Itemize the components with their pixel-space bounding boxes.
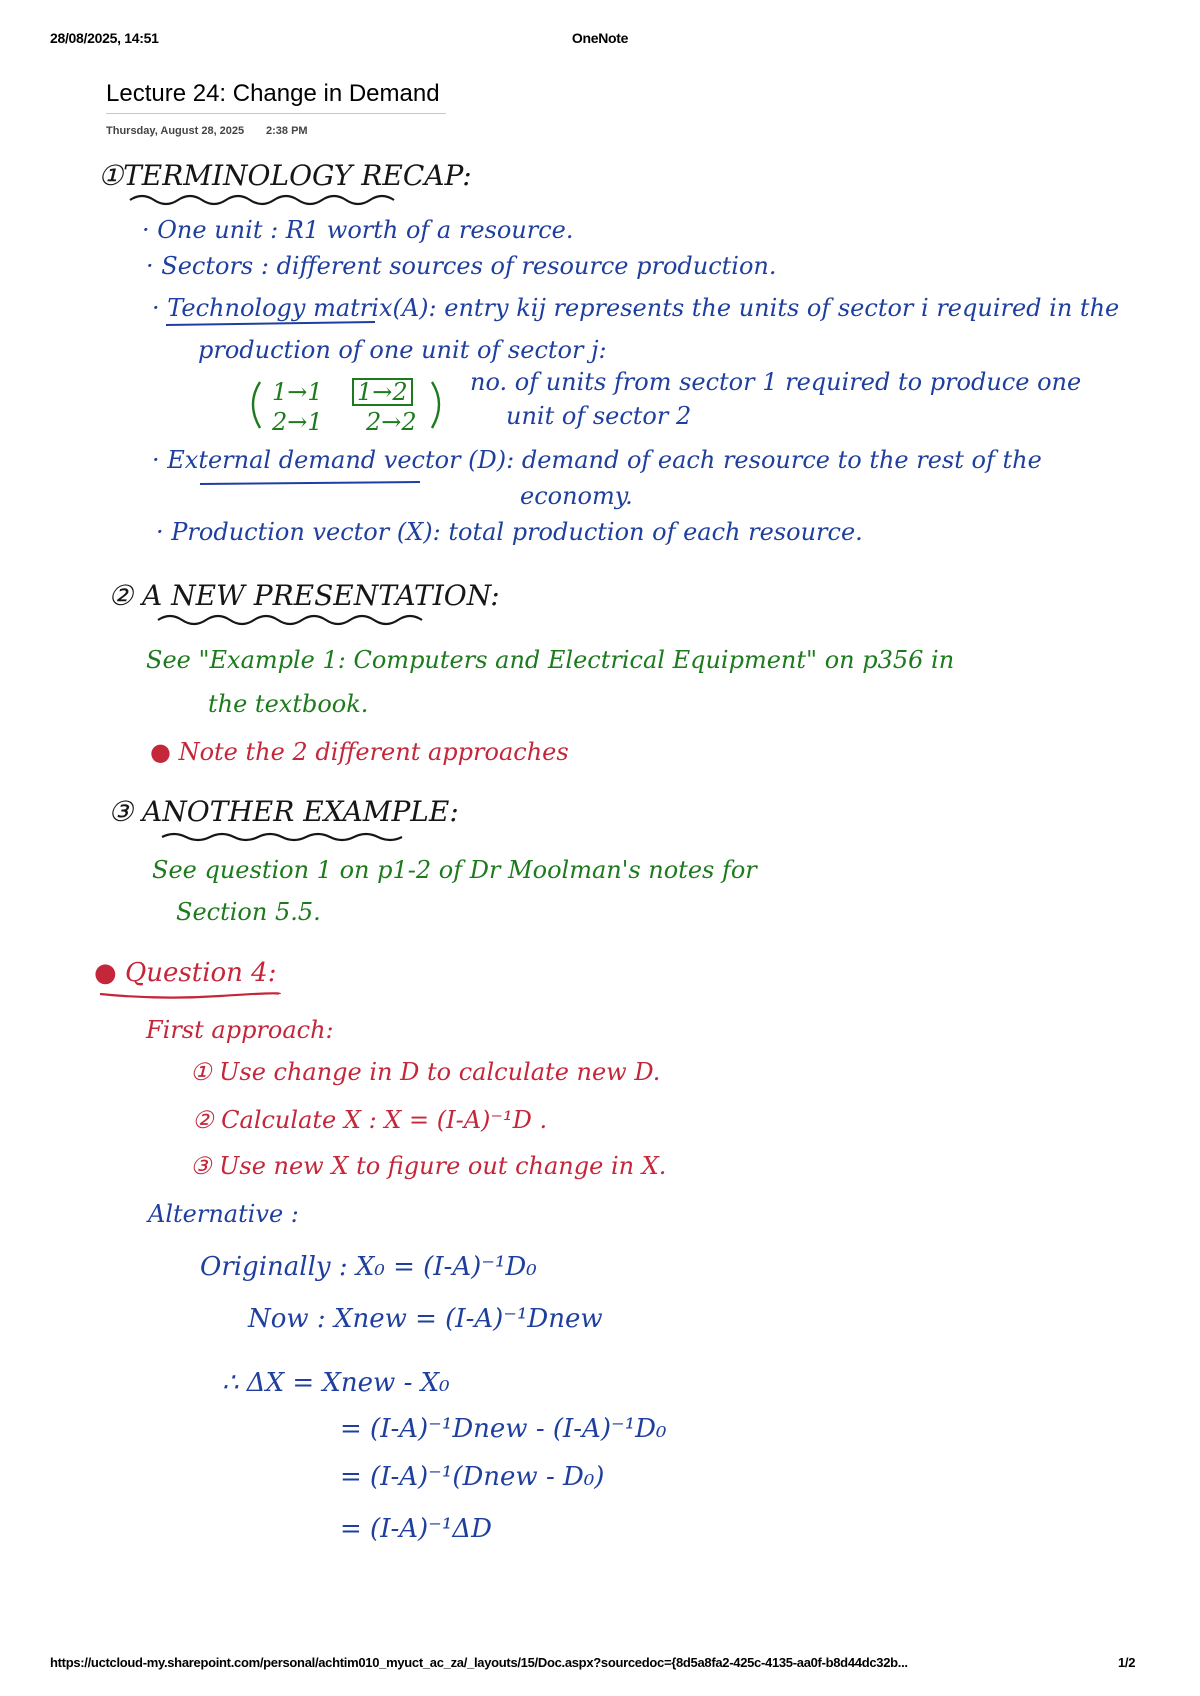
alternative-label: Alternative : (148, 1200, 299, 1228)
heading-another-example: ③ ANOTHER EXAMPLE: (108, 795, 459, 828)
matrix-entry-12-boxed: 1→2 (352, 378, 413, 406)
derivation-line-4: = (I-A)⁻¹ΔD (340, 1514, 492, 1544)
heading-new-presentation: ② A NEW PRESENTATION: (108, 579, 500, 612)
term-one-unit: · One unit : R1 worth of a resource. (142, 216, 574, 244)
see-question-line2: Section 5.5. (176, 898, 321, 926)
matrix-entry-21: 2→1 (272, 408, 323, 436)
term-sectors: · Sectors : different sources of resource production. (146, 252, 777, 280)
page-date: Thursday, August 28, 2025 (106, 125, 245, 137)
derivation-line-1: ∴ ΔX = Xnew - X₀ (222, 1368, 450, 1398)
approach-step-2: ② Calculate X : X = (I-A)⁻¹D . (192, 1106, 548, 1134)
term-production-vector: · Production vector (X): total production of each resource. (156, 518, 863, 546)
print-page-number: 1/2 (1118, 1655, 1136, 1670)
page-time: 2:38 PM (266, 125, 308, 137)
heading-terminology-recap: ①TERMINOLOGY RECAP: (98, 159, 472, 192)
matrix-entry-22: 2→2 (366, 408, 417, 436)
term-external-demand: · External demand vector (D): demand of each resource to the rest of the (152, 446, 1042, 474)
approach-step-3: ③ Use new X to figure out change in X. (190, 1152, 667, 1180)
heading-question-4: ● Question 4: (94, 958, 277, 988)
term-technology-matrix-cont: production of one unit of sector j: (198, 336, 607, 364)
eq-originally: Originally : X₀ = (I-A)⁻¹D₀ (200, 1252, 537, 1282)
print-app-name: OneNote (571, 30, 629, 46)
eq-now: Now : Xnew = (I-A)⁻¹Dnew (248, 1304, 603, 1334)
first-approach-label: First approach: (146, 1016, 334, 1044)
approach-step-1: ① Use change in D to calculate new D. (190, 1058, 661, 1086)
derivation-line-2: = (I-A)⁻¹Dnew - (I-A)⁻¹D₀ (340, 1414, 667, 1444)
matrix-note-line2: unit of sector 2 (506, 402, 692, 430)
matrix-entry-11: 1→1 (272, 378, 323, 406)
term-technology-matrix: · Technology matrix(A): entry kij represents the units of sector i required in the (152, 294, 1120, 322)
print-datetime: 28/08/2025, 14:51 (50, 30, 159, 46)
see-question-line1: See question 1 on p1-2 of Dr Moolman's notes for (152, 856, 757, 884)
page-title: Lecture 24: Change in Demand (106, 80, 440, 107)
derivation-line-3: = (I-A)⁻¹(Dnew - D₀) (340, 1462, 605, 1492)
print-url: https://uctcloud-my.sharepoint.com/personal/achtim010_myuct_ac_za/_layouts/15/Doc.aspx?sourcedoc={8d5a8fa2-425c-4135-aa0f-b8d44dc32b... (50, 1655, 908, 1670)
matrix-note-line1: no. of units from sector 1 required to produce one (470, 368, 1082, 396)
note-two-approaches: ● Note the 2 different approaches (150, 738, 569, 766)
see-example-line2: the textbook. (208, 690, 369, 718)
see-example-line1: See "Example 1: Computers and Electrical Equipment" on p356 in (146, 646, 955, 674)
term-external-demand-cont: economy. (520, 482, 633, 510)
